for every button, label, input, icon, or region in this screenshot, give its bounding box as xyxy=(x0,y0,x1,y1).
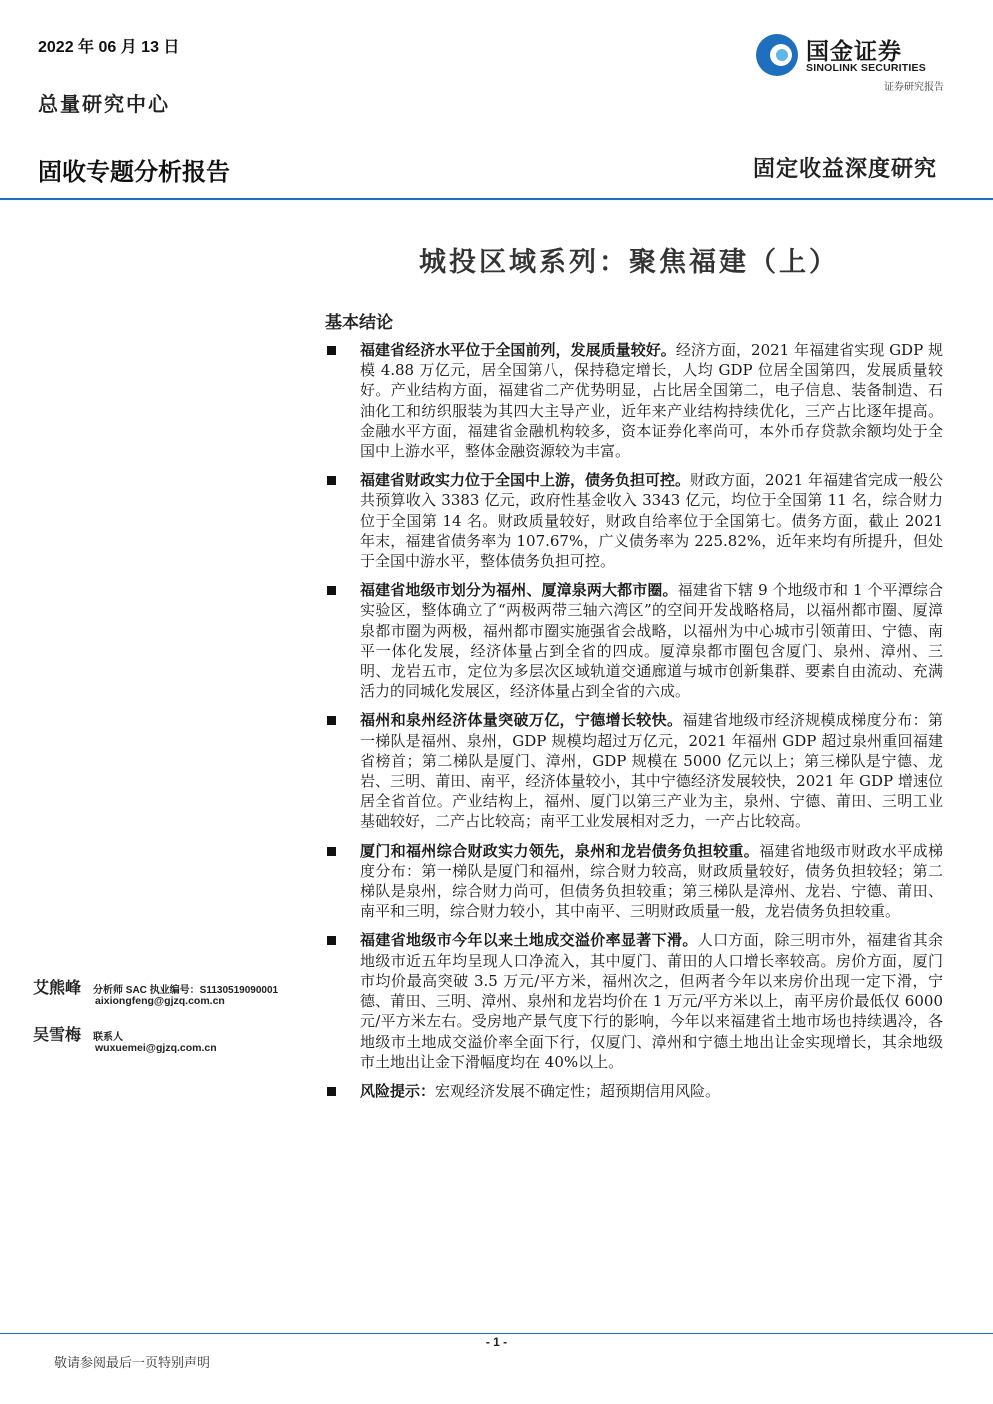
analyst-block xyxy=(33,1022,217,1054)
bullet-square-icon xyxy=(327,586,336,595)
bullet-lead: 福州和泉州经济体量突破万亿，宁德增长较快。 xyxy=(360,711,683,730)
bullet-lead: 福建省经济水平位于全国前列，发展质量较好。 xyxy=(360,341,676,359)
research-center: 总量研究中心 xyxy=(38,92,170,116)
company-logo xyxy=(756,33,946,91)
bullet-text: 福建省地级市财政水平成梯度分布：第一梯队是厦门和福州，综合财力较高，财政质量较好，债务负担较轻；第二梯队是泉州，综合财力尚可，但债务负担较重；第三梯队是漳州、龙岩、宁德、莆田、南平和三明，综合财力较小，其中南平、三明财政质量一般，龙岩债务负担较重。 xyxy=(360,841,943,921)
report-title: 城投区域系列：聚焦福建（上） xyxy=(419,247,839,278)
bullet-square-icon xyxy=(327,716,336,725)
analyst-email: aixiongfeng@gjzq.com.cn xyxy=(95,995,225,1007)
bullet-lead: 厦门和福州综合财政实力领先，泉州和龙岩债务负担较重。 xyxy=(360,841,760,860)
logo-name-en: SINOLINK SECURITIES xyxy=(806,62,926,74)
logo-subtitle: 证券研究报告 xyxy=(884,82,944,93)
footer-divider xyxy=(0,1333,993,1334)
logo-name-cn: 国金证券 xyxy=(806,39,902,65)
section-title: 基本结论 xyxy=(325,313,393,333)
bullet-lead: 福建省财政实力位于全国中上游，债务负担可控。 xyxy=(360,471,691,490)
list-item xyxy=(325,470,943,571)
bullet-text: 福建省下辖 9 个地级市和 1 个平潭综合实验区，整体确立了“两极两带三轴六湾区”的空间开发战略格局，以福州都市圈、厦漳泉都市圈为两极，福州都市圈实施强省会战略，以福州为中心城市引领莆田、宁德、南平一体化发展，经济体量占到全省的四成。厦漳泉都市圈包含厦门、泉州、漳州、三明、龙岩五市，定位为多层次区域轨道交通廊道与城市创新集群、要素自由流动、充满活力的同城化发展区，经济体量占到全省的六成。 xyxy=(360,581,943,701)
bullet-square-icon xyxy=(327,346,336,355)
page-number: - 1 - xyxy=(485,1335,508,1349)
analyst-name: 艾熊峰 xyxy=(33,978,82,997)
bullet-text: 经济方面，2021 年福建省实现 GDP 规模 4.88 万亿元，居全国第八，保持稳定增长，人均 GDP 位居全国第四，发展质量较好。产业结构方面，福建省二产优势明显，占比居全国第二，电子信息、装备制造、石油化工和纺织服装为其四大主导产业，近年来产业结构持续优化，三产占比逐年提高。金融水平方面，福建省金融机构较多，资本证券化率尚可，本外币存贷款余额均处于全国中上游水平，整体金融资源较为丰富。 xyxy=(360,341,943,461)
bullet-text: 福建省地级市经济规模成梯度分布：第一梯队是福州、泉州，GDP 规模均超过万亿元，2021 年福州 GDP 超过泉州重回福建省榜首；第二梯队是厦门、漳州，GDP 规模在 5000 亿元以上；第三梯队是宁德、龙岩、三明、莆田、南平，经济体量较小，其中宁德经济发展较快，2021 年 GDP 增速位居全省首位。产业结构上，福州、厦门以第三产业为主，泉州、宁德、莆田、三明工业基础较好，二产占比较高；南平工业发展相对乏力，一产占比较高。 xyxy=(360,711,943,831)
list-item xyxy=(325,930,943,1071)
list-item xyxy=(325,340,943,461)
sinolink-logo-icon xyxy=(756,34,798,76)
bullet-text: 宏观经济发展不确定性；超预期信用风险。 xyxy=(435,1081,721,1100)
bullet-square-icon xyxy=(327,1087,336,1096)
bullet-text: 人口方面，除三明市外，福建省其余地级市近五年均呈现人口净流入，其中厦门、莆田的人口增长率较高。房价方面，厦门市均价最高突破 3.5 万元/平方米，福州次之，但两者今年以来房价出现一定下滑，宁德、莆田、三明、漳州、泉州和龙岩均价在 1 万元/平方米以上，南平房价最低仅 6000 元/平方米左右。受房地产景气度下行的影响，今年以来福建省土地市场也持续遇冷，各地级市土地成交溢价率全面下行，仅厦门、漳州和宁德土地出让金实现增长，其余地级市土地出让金下滑幅度均在 40%以上。 xyxy=(360,931,943,1071)
bullet-lead: 福建省地级市划分为福州、厦漳泉两大都市圈。 xyxy=(360,581,678,600)
list-item xyxy=(325,1081,943,1101)
footer-disclaimer: 敬请参阅最后一页特别声明 xyxy=(54,1356,211,1371)
bullet-lead: 风险提示： xyxy=(360,1081,436,1100)
bullet-square-icon xyxy=(327,476,336,485)
conclusion-list xyxy=(325,340,943,1110)
report-type: 固收专题分析报告 xyxy=(38,158,230,186)
analyst-name: 吴雪梅 xyxy=(33,1025,82,1044)
analyst-role: 分析师 SAC 执业编号：S1130519090001 xyxy=(93,985,279,996)
bullet-lead: 福建省地级市今年以来土地成交溢价率显著下滑。 xyxy=(360,931,698,950)
report-category: 固定收益深度研究 xyxy=(752,156,937,182)
list-item xyxy=(325,841,943,922)
bullet-text: 财政方面，2021 年福建省完成一般公共预算收入 3383 亿元，政府性基金收入 3343 亿元，均位于全国第 11 名，综合财力位于全国第 14 名。财政质量较好，财政自给率位于全国第七。债务方面，截止 2021 年末，福建省债务率为 107.67%，广义债务率为 225.82%，近年来均有所提升，但处于全国中游水平，整体债务负担可控。 xyxy=(360,471,943,571)
report-date: 2022 年 06 月 13 日 xyxy=(38,39,180,56)
analyst-email: wuxuemei@gjzq.com.cn xyxy=(95,1042,217,1054)
bullet-square-icon xyxy=(327,936,336,945)
bullet-square-icon xyxy=(327,847,336,856)
list-item xyxy=(325,580,943,701)
header-divider xyxy=(0,198,993,200)
list-item xyxy=(325,710,943,831)
analyst-block xyxy=(33,975,279,1007)
analyst-role: 联系人 xyxy=(93,1032,123,1043)
